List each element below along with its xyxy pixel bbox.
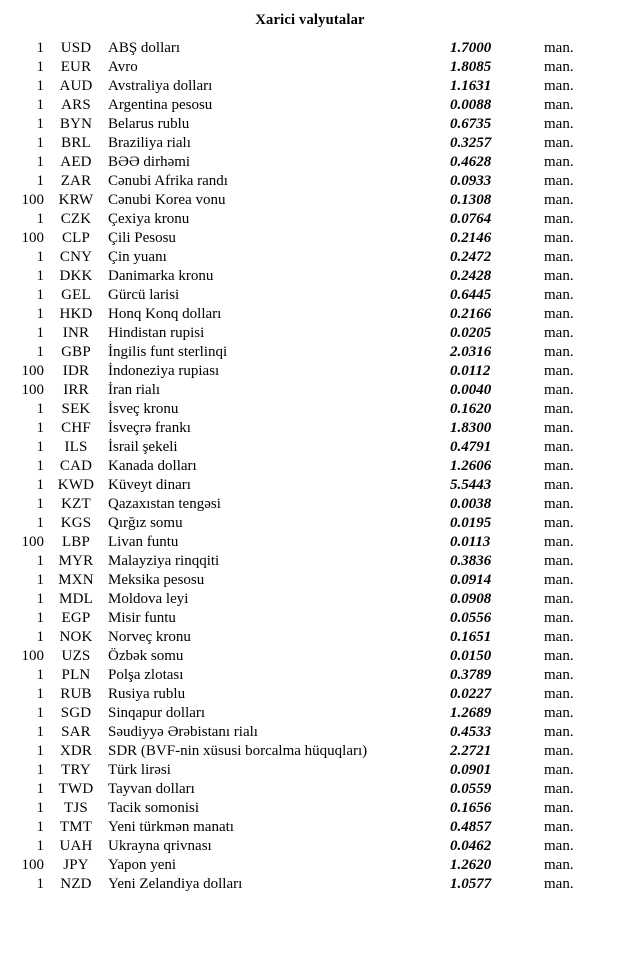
currency-code: KWD — [57, 477, 95, 493]
currency-code: IDR — [62, 363, 90, 379]
table-row — [0, 248, 620, 267]
currency-code: MXN — [58, 572, 94, 588]
currency-amount: 1 — [36, 211, 44, 227]
currency-rate: 0.6445 — [450, 287, 492, 303]
table-row — [0, 362, 620, 381]
currency-rate: 1.8085 — [450, 59, 492, 75]
table-row — [0, 419, 620, 438]
currency-unit: man. — [544, 192, 574, 208]
currency-name: Cənubi Korea vonu — [108, 192, 226, 208]
currency-rate: 0.0038 — [450, 496, 492, 512]
currency-name: Misir funtu — [108, 610, 176, 626]
currency-rate: 0.0901 — [450, 762, 492, 778]
currency-amount: 1 — [36, 268, 44, 284]
currency-unit: man. — [544, 173, 574, 189]
table-row — [0, 818, 620, 837]
currency-name: İsrail şekeli — [108, 439, 178, 455]
table-row — [0, 476, 620, 495]
currency-amount: 1 — [36, 838, 44, 854]
currency-rate: 0.2472 — [450, 249, 492, 265]
currency-name: Çin yuanı — [108, 249, 167, 265]
currency-name: Cənubi Afrika randı — [108, 173, 228, 189]
currency-amount: 1 — [36, 401, 44, 417]
table-row — [0, 761, 620, 780]
currency-name: Tacik somonisi — [108, 800, 200, 816]
table-row — [0, 77, 620, 96]
currency-amount: 1 — [36, 477, 44, 493]
currency-unit: man. — [544, 401, 574, 417]
currency-name: Çexiya kronu — [108, 211, 190, 227]
currency-code: LBP — [61, 534, 91, 550]
currency-rate: 0.4857 — [450, 819, 492, 835]
currency-rate: 1.2606 — [450, 458, 492, 474]
currency-code: USD — [60, 40, 92, 56]
currency-rate: 0.0933 — [450, 173, 492, 189]
currency-amount: 1 — [36, 173, 44, 189]
currency-name: Norveç kronu — [108, 629, 191, 645]
currency-code: EGP — [61, 610, 91, 626]
currency-rate: 0.4791 — [450, 439, 492, 455]
currency-rate: 0.2428 — [450, 268, 492, 284]
currency-unit: man. — [544, 591, 574, 607]
currency-unit: man. — [544, 249, 574, 265]
currency-code: SAR — [61, 724, 91, 740]
table-row — [0, 780, 620, 799]
currency-rate: 0.0764 — [450, 211, 492, 227]
currency-unit: man. — [544, 268, 574, 284]
currency-code: SGD — [60, 705, 92, 721]
currency-name: Meksika pesosu — [108, 572, 205, 588]
table-row — [0, 799, 620, 818]
currency-rate: 0.0040 — [450, 382, 492, 398]
currency-rate: 0.0195 — [450, 515, 492, 531]
page-title: Xarici valyutalar — [255, 12, 365, 28]
currency-code: TJS — [64, 800, 88, 816]
currency-rate: 1.7000 — [450, 40, 492, 56]
currency-amount: 1 — [36, 458, 44, 474]
currency-unit: man. — [544, 363, 574, 379]
currency-unit: man. — [544, 325, 574, 341]
currency-amount: 1 — [36, 135, 44, 151]
currency-unit: man. — [544, 667, 574, 683]
currency-unit: man. — [544, 382, 574, 398]
currency-name: İndoneziya rupiası — [108, 363, 220, 379]
currency-rate: 0.0227 — [450, 686, 492, 702]
currency-unit: man. — [544, 610, 574, 626]
currency-rate: 0.0908 — [450, 591, 492, 607]
table-row — [0, 267, 620, 286]
currency-rate: 0.0559 — [450, 781, 492, 797]
currency-unit: man. — [544, 857, 574, 873]
currency-rate: 0.1308 — [450, 192, 492, 208]
currency-unit: man. — [544, 287, 574, 303]
currency-rate: 0.0112 — [450, 363, 491, 379]
currency-amount: 100 — [21, 230, 44, 246]
currency-code: AUD — [59, 78, 93, 94]
table-row — [0, 115, 620, 134]
currency-amount: 1 — [36, 496, 44, 512]
currency-rate: 0.4533 — [450, 724, 492, 740]
table-row — [0, 514, 620, 533]
table-row — [0, 837, 620, 856]
currency-rate: 1.2689 — [450, 705, 492, 721]
currency-code: CNY — [59, 249, 93, 265]
currency-name: Ukrayna qrivnası — [108, 838, 212, 854]
currency-code: CZK — [60, 211, 92, 227]
currency-amount: 100 — [21, 534, 44, 550]
currency-unit: man. — [544, 705, 574, 721]
currency-code: EUR — [60, 59, 92, 75]
table-row — [0, 305, 620, 324]
currency-amount: 1 — [36, 610, 44, 626]
currency-code: DKK — [59, 268, 93, 284]
table-row — [0, 685, 620, 704]
currency-name: Danimarka kronu — [108, 268, 214, 284]
currency-rate: 1.1631 — [450, 78, 492, 94]
currency-name: Yeni Zelandiya dolları — [108, 876, 243, 892]
table-row — [0, 875, 620, 894]
table-row — [0, 742, 620, 761]
currency-rates-document — [0, 12, 620, 978]
table-row — [0, 210, 620, 229]
currency-name: İran rialı — [108, 382, 161, 398]
currency-amount: 100 — [21, 857, 44, 873]
currency-name: Kanada dolları — [108, 458, 197, 474]
currency-code: IRR — [63, 382, 89, 398]
currency-name: SDR (BVF-nin xüsusi borcalma hüquqları) — [108, 743, 368, 759]
currency-unit: man. — [544, 838, 574, 854]
currency-amount: 1 — [36, 686, 44, 702]
currency-amount: 1 — [36, 800, 44, 816]
currency-amount: 1 — [36, 344, 44, 360]
currency-amount: 1 — [36, 59, 44, 75]
currency-rate: 0.0205 — [450, 325, 492, 341]
currency-amount: 1 — [36, 743, 44, 759]
currency-name: Qazaxıstan tengəsi — [108, 496, 221, 512]
table-row — [0, 571, 620, 590]
table-row — [0, 191, 620, 210]
table-row — [0, 590, 620, 609]
currency-name: İngilis funt sterlinqi — [108, 344, 228, 360]
currency-unit: man. — [544, 572, 574, 588]
currency-name: Gürcü larisi — [108, 287, 180, 303]
currency-rate: 2.2721 — [450, 743, 492, 759]
currency-name: Çili Pesosu — [108, 230, 176, 246]
table-row — [0, 704, 620, 723]
currency-amount: 1 — [36, 591, 44, 607]
currency-amount: 1 — [36, 306, 44, 322]
currency-name: Yeni türkmən manatı — [108, 819, 234, 835]
currency-unit: man. — [544, 78, 574, 94]
currency-name: Özbək somu — [108, 648, 184, 664]
currency-unit: man. — [544, 420, 574, 436]
currency-rate: 0.1656 — [450, 800, 492, 816]
currency-name: İsveçrə frankı — [108, 420, 191, 436]
currency-rate: 0.0113 — [450, 534, 491, 550]
currency-code: ZAR — [60, 173, 92, 189]
currency-name: İsveç kronu — [108, 401, 179, 417]
currency-name: Belarus rublu — [108, 116, 190, 132]
currency-amount: 1 — [36, 515, 44, 531]
currency-amount: 100 — [21, 363, 44, 379]
table-row — [0, 495, 620, 514]
currency-code: NZD — [60, 876, 92, 892]
currency-name: Polşa zlotası — [108, 667, 184, 683]
currency-code: PLN — [61, 667, 91, 683]
currency-amount: 1 — [36, 819, 44, 835]
currency-code: CLP — [61, 230, 91, 246]
table-row — [0, 172, 620, 191]
currency-rate: 0.0556 — [450, 610, 492, 626]
currency-amount: 1 — [36, 572, 44, 588]
currency-code: MYR — [58, 553, 94, 569]
currency-code: AED — [60, 154, 92, 170]
currency-code: KGS — [60, 515, 92, 531]
currency-unit: man. — [544, 534, 574, 550]
currency-name: Sinqapur dolları — [108, 705, 206, 721]
currency-rate: 0.0914 — [450, 572, 492, 588]
currency-amount: 1 — [36, 97, 44, 113]
currency-rates-table — [0, 39, 620, 894]
currency-unit: man. — [544, 648, 574, 664]
currency-code: XDR — [59, 743, 93, 759]
currency-amount: 1 — [36, 40, 44, 56]
table-row — [0, 609, 620, 628]
currency-unit: man. — [544, 553, 574, 569]
currency-rate: 1.8300 — [450, 420, 492, 436]
currency-code: CHF — [61, 420, 91, 436]
currency-amount: 1 — [36, 876, 44, 892]
currency-name: Malayziya rinqqiti — [108, 553, 220, 569]
currency-unit: man. — [544, 154, 574, 170]
currency-name: Moldova leyi — [108, 591, 189, 607]
currency-unit: man. — [544, 686, 574, 702]
currency-name: Səudiyyə Ərəbistanı rialı — [108, 724, 258, 740]
currency-code: GEL — [61, 287, 91, 303]
currency-rate: 0.6735 — [450, 116, 492, 132]
currency-rate: 0.2166 — [450, 306, 492, 322]
currency-amount: 1 — [36, 629, 44, 645]
currency-code: UZS — [61, 648, 91, 664]
currency-code: HKD — [59, 306, 93, 322]
currency-unit: man. — [544, 40, 574, 56]
table-row — [0, 723, 620, 742]
currency-unit: man. — [544, 97, 574, 113]
table-row — [0, 324, 620, 343]
currency-name: Braziliya rialı — [108, 135, 191, 151]
currency-rate: 0.3257 — [450, 135, 492, 151]
currency-code: RUB — [60, 686, 92, 702]
currency-rate: 0.2146 — [450, 230, 492, 246]
currency-unit: man. — [544, 876, 574, 892]
currency-code: JPY — [63, 857, 89, 873]
currency-amount: 1 — [36, 724, 44, 740]
currency-unit: man. — [544, 724, 574, 740]
table-row — [0, 343, 620, 362]
currency-amount: 1 — [36, 249, 44, 265]
table-row — [0, 400, 620, 419]
currency-amount: 1 — [36, 553, 44, 569]
currency-code: GBP — [61, 344, 91, 360]
currency-code: TRY — [61, 762, 91, 778]
currency-code: TWD — [58, 781, 94, 797]
currency-name: Küveyt dinarı — [108, 477, 191, 493]
currency-name: Qırğız somu — [108, 515, 183, 531]
table-row — [0, 647, 620, 666]
currency-code: UAH — [59, 838, 93, 854]
currency-rate: 0.0088 — [450, 97, 492, 113]
currency-code: INR — [62, 325, 90, 341]
currency-name: Rusiya rublu — [108, 686, 186, 702]
currency-code: BYN — [59, 116, 93, 132]
table-row — [0, 666, 620, 685]
currency-unit: man. — [544, 762, 574, 778]
currency-name: Tayvan dolları — [108, 781, 195, 797]
currency-code: MDL — [59, 591, 93, 607]
currency-name: Avstraliya dolları — [108, 78, 213, 94]
table-row — [0, 229, 620, 248]
currency-code: ILS — [64, 439, 88, 455]
currency-unit: man. — [544, 211, 574, 227]
currency-unit: man. — [544, 629, 574, 645]
currency-unit: man. — [544, 743, 574, 759]
currency-amount: 1 — [36, 667, 44, 683]
currency-unit: man. — [544, 458, 574, 474]
currency-rate: 0.0150 — [450, 648, 492, 664]
table-row — [0, 856, 620, 875]
currency-name: Honq Konq dolları — [108, 306, 222, 322]
currency-amount: 100 — [21, 648, 44, 664]
currency-amount: 1 — [36, 287, 44, 303]
currency-code: TMT — [59, 819, 93, 835]
table-row — [0, 381, 620, 400]
currency-rate: 2.0316 — [450, 344, 492, 360]
currency-amount: 1 — [36, 78, 44, 94]
currency-unit: man. — [544, 116, 574, 132]
table-row — [0, 96, 620, 115]
currency-name: Yapon yeni — [108, 857, 177, 873]
currency-code: CAD — [59, 458, 93, 474]
currency-amount: 1 — [36, 781, 44, 797]
currency-amount: 100 — [21, 382, 44, 398]
table-row — [0, 134, 620, 153]
currency-amount: 1 — [36, 420, 44, 436]
currency-amount: 1 — [36, 325, 44, 341]
table-row — [0, 286, 620, 305]
table-row — [0, 628, 620, 647]
currency-unit: man. — [544, 230, 574, 246]
table-row — [0, 438, 620, 457]
currency-rates-table-body — [0, 39, 620, 894]
table-row — [0, 552, 620, 571]
currency-amount: 1 — [36, 439, 44, 455]
currency-rate: 0.0462 — [450, 838, 492, 854]
currency-code: KRW — [58, 192, 94, 208]
currency-unit: man. — [544, 306, 574, 322]
currency-unit: man. — [544, 515, 574, 531]
currency-code: NOK — [59, 629, 93, 645]
currency-unit: man. — [544, 800, 574, 816]
currency-unit: man. — [544, 135, 574, 151]
table-row — [0, 457, 620, 476]
currency-name: BƏƏ dirhəmi — [108, 154, 191, 170]
currency-name: ABŞ dolları — [108, 40, 181, 56]
currency-name: Argentina pesosu — [108, 97, 213, 113]
currency-name: Livan funtu — [108, 534, 179, 550]
currency-code: ARS — [61, 97, 91, 113]
currency-unit: man. — [544, 819, 574, 835]
currency-name: Hindistan rupisi — [108, 325, 205, 341]
currency-rate: 0.1620 — [450, 401, 492, 417]
table-row — [0, 39, 620, 58]
currency-rate: 1.0577 — [450, 876, 492, 892]
currency-amount: 1 — [36, 154, 44, 170]
currency-amount: 1 — [36, 762, 44, 778]
currency-unit: man. — [544, 439, 574, 455]
currency-unit: man. — [544, 781, 574, 797]
currency-rate: 0.3789 — [450, 667, 492, 683]
table-row — [0, 153, 620, 172]
currency-rate: 0.4628 — [450, 154, 492, 170]
currency-unit: man. — [544, 477, 574, 493]
currency-code: SEK — [61, 401, 91, 417]
currency-rate: 5.5443 — [450, 477, 492, 493]
currency-amount: 1 — [36, 705, 44, 721]
currency-rate: 0.1651 — [450, 629, 492, 645]
currency-unit: man. — [544, 496, 574, 512]
currency-code: BRL — [61, 135, 91, 151]
currency-rate: 0.3836 — [450, 553, 492, 569]
currency-unit: man. — [544, 344, 574, 360]
currency-amount: 100 — [21, 192, 44, 208]
table-row — [0, 533, 620, 552]
currency-code: KZT — [61, 496, 91, 512]
currency-amount: 1 — [36, 116, 44, 132]
currency-name: Türk lirəsi — [108, 762, 171, 778]
currency-rate: 1.2620 — [450, 857, 492, 873]
table-row — [0, 58, 620, 77]
currency-unit: man. — [544, 59, 574, 75]
currency-name: Avro — [108, 59, 138, 75]
